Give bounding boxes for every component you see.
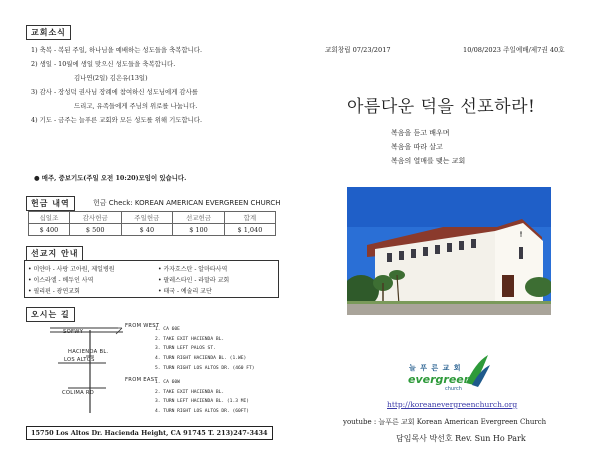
motto-line: 복음을 따라 살고 [391, 143, 443, 151]
missionary-item: • 태국 - 예술리 교단 [158, 288, 212, 295]
offering-header-total: 합계 [224, 212, 275, 224]
church-website-link[interactable]: http://koreanevergreenchurch.org [387, 400, 518, 409]
offering-header-thanks: 감사헌금 [69, 212, 121, 224]
from-east-label: FROM EAST [125, 377, 158, 383]
church-building-photo [347, 187, 551, 315]
map-label-colima: COLIMA RD [62, 390, 95, 396]
offering-value-sunday: $ 40 [121, 224, 173, 236]
church-logo-sub: church [445, 386, 462, 392]
prayer-meeting-notice: ● 매주, 중보기도(주일 오전 10:20)모임이 있습니다. [34, 174, 187, 182]
news-item-3-cont: 드리고, 유족들에게 주님의 위로를 나눕니다. [74, 102, 198, 110]
missionary-item: • 미얀마 - 사랑 고아원, 제일병원 [28, 266, 115, 273]
news-item-4: 4) 기도 - 금주는 늘푸른 교회와 모든 성도를 위해 기도합니다. [31, 116, 203, 124]
direction-step: 1. CA 60W [155, 380, 180, 385]
offering-header-mission: 선교헌금 [173, 212, 225, 224]
direction-step: 4. TURN RIGHT LOS ALTOS DR. (60FT) [155, 409, 250, 415]
missionary-item: • 이스라엘 - 베두인 사역 [28, 277, 94, 284]
news-item-1: 1) 축복 - 복된 주일, 하나님을 예배하는 성도들을 축복합니다. [31, 46, 203, 54]
direction-step: 1. CA 60E [155, 327, 180, 332]
missionary-item: • 필리핀 - 광연교회 [28, 288, 80, 295]
offering-value-mission: $ 100 [173, 224, 225, 236]
direction-step: 4. TURN RIGHT HACIENDA BL. (1.WE) [155, 356, 247, 362]
pastor-name: 담임목사 박선호 Rev. Sun Ho Park [396, 434, 526, 443]
main-title: 아름다운 덕을 선포하라! [347, 97, 536, 117]
from-west-steps [155, 325, 255, 374]
founding-date: 교회창립 07/23/2017 [325, 46, 391, 54]
offering-section-title: 헌금 내역 [26, 196, 75, 211]
direction-step: 2. TAKE EXIT HACIENDA BL. [155, 336, 225, 342]
offering-header-sunday: 주일헌금 [121, 212, 173, 224]
church-address: 15750 Los Altos Dr. Hacienda Height, CA 91745 T. 213)247-3434 [26, 426, 273, 440]
issue-info: 10/08/2023 주일예배/제7권 40호 [463, 46, 565, 54]
news-item-3: 3) 감사 - 장성덕 권사님 장례에 참여하신 성도님에게 감사를 [31, 88, 198, 96]
offering-value-tithe: $ 400 [29, 224, 70, 236]
directions-section-title: 오시는 길 [26, 307, 75, 322]
motto-line: 복음의 열매를 맺는 교회 [391, 157, 466, 165]
news-item-2: 2) 생일 - 10월에 생일 맞으신 성도들을 축복합니다. [31, 60, 176, 68]
motto-line: 복음을 듣고 배우며 [391, 129, 450, 137]
direction-step: 5. TURN RIGHT LOS ALTOS DR. (460 FT) [155, 365, 255, 371]
offering-check-note: 헌금 Check: KOREAN AMERICAN EVERGREEN CHURCH [93, 199, 281, 207]
direction-step: 3. TURN LEFT PALOS ST. [155, 346, 216, 352]
from-west-label: FROM WEST [125, 323, 160, 329]
offering-table [28, 211, 276, 236]
missionary-item: • 카자흐스탄 - 알마타사역 [158, 266, 228, 273]
direction-step: 3. TURN LEFT HACIENDA BL. (1.3 MI) [155, 399, 250, 405]
missionary-item: • 팔레스타인 - 라말라 교회 [158, 277, 230, 284]
church-logo-english: evergreen [408, 373, 472, 386]
from-east-steps [155, 378, 249, 417]
church-logo-korean: 늘 푸 른 교 회 [409, 364, 462, 372]
direction-step: 2. TAKE EXIT HACIENDA BL. [155, 389, 225, 395]
news-item-2-names: 김나연(2일) 김은유(13일) [74, 74, 148, 82]
offering-value-total: $ 1,040 [224, 224, 275, 236]
missionary-section-title: 선교지 안내 [26, 246, 83, 261]
offering-header-tithe: 십일조 [29, 212, 70, 224]
news-section-title: 교회소식 [26, 25, 71, 40]
offering-value-thanks: $ 500 [69, 224, 121, 236]
youtube-channel: youtube : 늘푸른 교회 Korean American Evergreen Church [343, 418, 547, 426]
map-label-hacienda: HACIENDA BL. [68, 349, 109, 355]
church-motto [391, 126, 465, 168]
map-label-sofwy: SOFWY [63, 329, 84, 335]
map-label-los-altos: LOS ALTOS [64, 357, 95, 363]
